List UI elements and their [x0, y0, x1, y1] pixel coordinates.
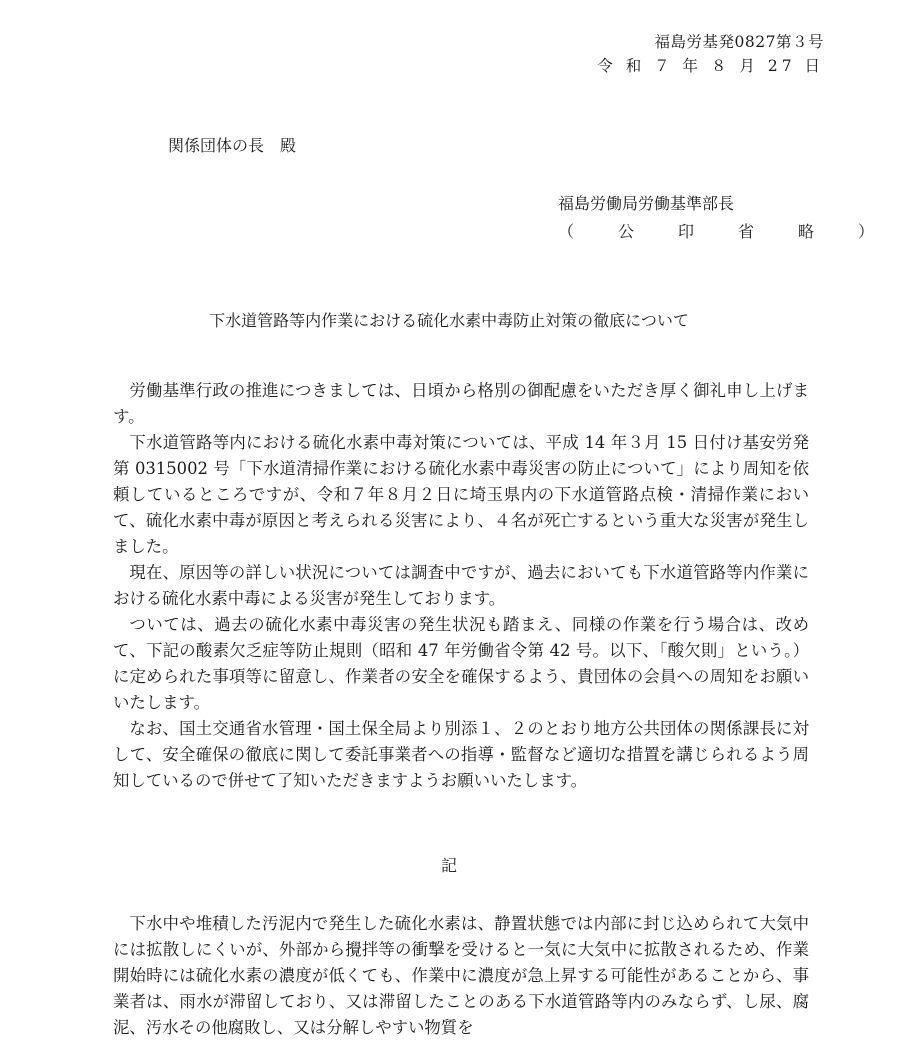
paragraph-background: 下水道管路等内における硫化水素中毒対策については、平成 14 年３月 15 日付け基安労発第 0315002 号「下水道清掃作業における硫化水素中毒災害の防止について」により周知を依頼しているところですが、令和７年８月２日に埼玉県内の下水道管路点検・清掃作業において、硫化水素中毒が原因と考えられる災害により、４名が死亡するという重大な災害が発生しました。 — [113, 433, 809, 556]
paragraph-request: ついては、過去の硫化水素中毒災害の発生状況も踏まえ、同様の作業を行う場合は、改めて、下記の酸素欠乏症等防止規則（昭和 47 年労働省令第 42 号。以下、「酸欠則」という。）に定められた事項等に留意し、作業者の安全を確保するよう、貴団体の会員への周知をお願いいたします。 — [113, 615, 809, 712]
addressee: 関係団体の長 殿 — [168, 136, 297, 155]
document-number: 福島労基発0827第３号 — [654, 33, 824, 51]
ki-section — [113, 911, 809, 1041]
document-subject: 下水道管路等内作業における硫化水素中毒防止対策の徹底について — [209, 311, 689, 330]
paragraph-greeting: 労働基準行政の推進につきましては、日頃から格別の御配慮をいただき厚く御礼申し上げます。 — [113, 381, 809, 426]
document-date: 令 和 ７ 年 ８ 月 27 日 — [597, 57, 824, 75]
sender-name: 福島労働局労働基準部長 — [558, 194, 735, 213]
document-body — [113, 378, 809, 794]
ki-heading: 記 — [440, 856, 457, 875]
paragraph-investigation: 現在、原因等の詳しい状況については調査中ですが、過去においても下水道管路等内作業における硫化水素中毒による災害が発生しております。 — [113, 563, 809, 608]
seal-omitted-note: （ 公 印 省 略 ） — [558, 222, 889, 241]
paragraph-note: なお、国土交通省水管理・国土保全局より別添１、２のとおり地方公共団体の関係課長に対して、安全確保の徹底に関して委託事業者への指導・監督など適切な措置を講じられるよう周知しているので併せて了知いただきますようお願いいたします。 — [113, 719, 809, 790]
paragraph-ki-details: 下水中や堆積した汚泥内で発生した硫化水素は、静置状態では内部に封じ込められて大気中には拡散しにくいが、外部から攪拌等の衝撃を受けると一気に大気中に拡散されるため、作業開始時には硫化水素の濃度が低くても、作業中に濃度が急上昇する可能性があることから、事業者は、雨水が滞留しており、又は滞留したことのある下水道管路等内のみならず、し尿、腐泥、汚水その他腐敗し、又は分解しやすい物質を — [113, 914, 809, 1037]
